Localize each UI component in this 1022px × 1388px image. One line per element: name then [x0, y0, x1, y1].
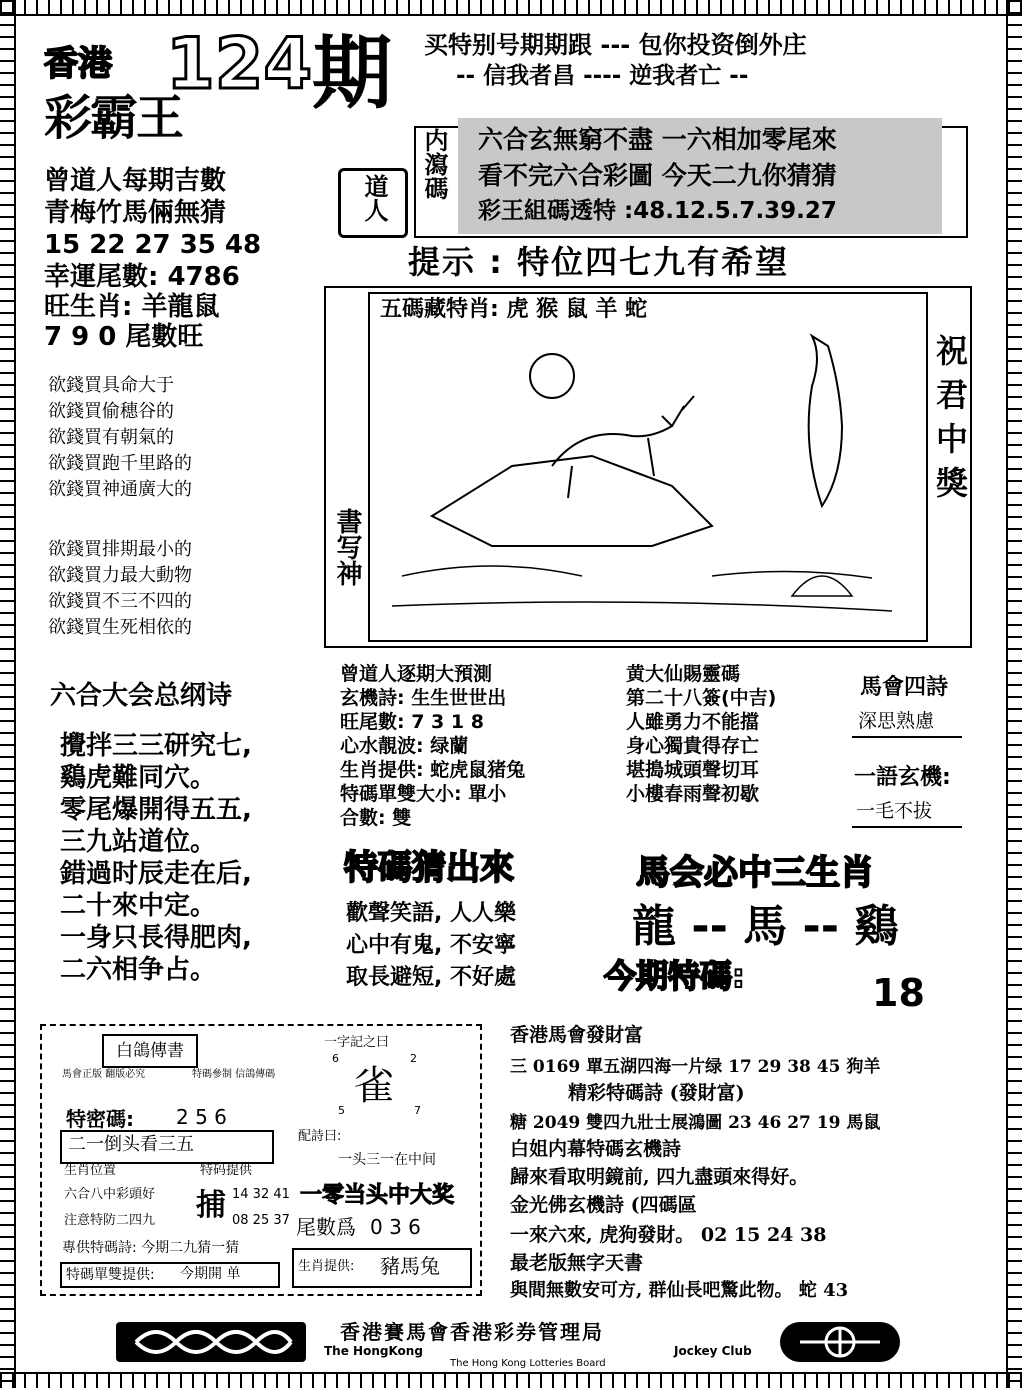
char-n5: 5 — [338, 1104, 345, 1117]
huang-line-5: 堪搗城頭聲切耳 — [626, 759, 760, 781]
riddle-a-5: 欲錢買神通廣大的 — [48, 479, 192, 500]
brand-name: 彩霸王 — [44, 90, 183, 146]
pigeon-secret-value: 2 5 6 — [176, 1105, 227, 1129]
picture-left-vertical: 書写神 — [332, 508, 362, 586]
poem-line-5: 錯過时辰走在后, — [60, 859, 252, 889]
special-number: 18 — [872, 971, 925, 1015]
riddle-a-4: 欲錢買跑千里路的 — [48, 453, 192, 474]
poem-line-6: 二十來中定。 — [60, 891, 217, 921]
poem-line-4: 三九站道位。 — [60, 827, 217, 857]
prediction-line-1: 曾道人逐期大預測 — [340, 663, 493, 685]
riddle-b-3: 欲錢買不三不四的 — [48, 591, 192, 612]
inner-label: 内瀉碼 — [420, 128, 448, 200]
horse-divider-2 — [852, 826, 962, 828]
footer-en-board: The Hong Kong Lotteries Board — [450, 1358, 606, 1369]
slogan-sub: -- 信我者昌 ---- 逆我者亡 -- — [456, 63, 749, 89]
fortune-line-9: 最老版無字天書 — [510, 1252, 644, 1274]
picture-caption: 五碼藏特肖: 虎 猴 鼠 羊 蛇 — [380, 297, 648, 322]
prediction-line-6: 特碼單雙大小: 單小 — [340, 783, 507, 805]
top-border — [0, 0, 1022, 16]
fortune-line-10: 與間無數安可方, 群仙長吧驚此物。 蛇 43 — [510, 1280, 849, 1301]
brand-hk: 香港 — [44, 44, 112, 84]
one-word-title: 一語玄機: — [854, 765, 951, 790]
deer-illustration — [372, 326, 920, 634]
char-poem-text: 一头三一在中间 — [338, 1152, 436, 1168]
left-zodiac: 旺生肖: 羊龍鼠 — [44, 292, 220, 322]
fortune-line-8: 一來六來, 虎狗發財。 02 15 24 38 — [510, 1224, 827, 1246]
inner-line-2: 看不完六合彩圖 今天二九你猜猜 — [478, 161, 837, 190]
huang-line-1: 黄大仙賜靈碼 — [626, 663, 741, 685]
char-title: 一字記之曰 — [324, 1035, 390, 1050]
picture-right-vertical: 祝君中獎 — [931, 334, 969, 510]
inner-line-1: 六合玄無窮不盡 一六相加零尾來 — [478, 125, 837, 154]
fortune-line-6: 歸來看取明鏡前, 四九盡頭來得好。 — [510, 1166, 809, 1188]
left-title-1: 曾道人每期吉數 — [44, 166, 227, 196]
huang-line-6: 小樓春雨聲初歇 — [626, 783, 760, 805]
left-title-2: 青梅竹馬倆無猜 — [44, 198, 227, 228]
poem-title: 六合大会总纲诗 — [50, 681, 233, 711]
char-value: 雀 — [354, 1063, 394, 1109]
riddle-a-1: 欲錢買具命大于 — [48, 375, 174, 396]
char-tail-label: 尾數爲 — [296, 1215, 356, 1239]
prediction-line-5: 生肖提供: 蛇虎鼠猪兔 — [340, 759, 526, 781]
pigeon-nums-row2: 08 25 37 — [232, 1213, 290, 1228]
hkjc-logo-left — [116, 1322, 306, 1362]
slogan-top: 买特别号期期跟 --- 包你投资倒外庄 — [424, 31, 807, 59]
hkjc-logo-right — [780, 1322, 900, 1362]
char-n2: 2 — [410, 1052, 417, 1065]
pigeon-six-eight: 六合八中彩頭好 — [64, 1187, 156, 1202]
fortune-line-3: 精彩特碼詩 (發財富) — [568, 1082, 745, 1104]
pigeon-special-supply: 特码提供 — [200, 1163, 253, 1178]
issue-suffix: 期 — [312, 27, 392, 120]
horse-divider-1 — [852, 736, 962, 738]
pigeon-poem-line: 專供特碼詩: 今期二九猜一猜 — [62, 1240, 240, 1256]
left-lucky-tail: 幸運尾數: 4786 — [44, 262, 240, 292]
riddle-b-1: 欲錢買排期最小的 — [48, 539, 192, 560]
emblem-logo — [780, 1322, 900, 1362]
char-n7: 7 — [414, 1104, 421, 1117]
left-tail-hot: 7 9 0 尾數旺 — [44, 322, 204, 352]
riddle-b-2: 欲錢買力最大動物 — [48, 565, 192, 586]
char-poem-label: 配詩曰: — [298, 1129, 342, 1144]
pigeon-note-left: 馬會正版 翻版必究 — [62, 1069, 146, 1080]
issue-number: 124 — [166, 23, 313, 105]
fortune-line-1: 香港馬會發財富 — [510, 1024, 644, 1046]
right-border — [1006, 0, 1022, 1388]
riddle-b-4: 欲錢買生死相依的 — [48, 617, 192, 638]
pigeon-title: 白鴿傳書 — [102, 1034, 198, 1068]
poem-line-7: 一身只長得肥肉, — [60, 923, 252, 953]
footer-en-right: Jockey Club — [674, 1344, 752, 1358]
hint: 提示 : 特位四七九有希望 — [408, 243, 790, 281]
poem-line-8: 二六相争占。 — [60, 955, 217, 985]
bottom-border — [0, 1372, 1022, 1388]
riddle-a-2: 欲錢買偷穗谷的 — [48, 401, 174, 422]
riddle-a-3: 欲錢買有朝氣的 — [48, 427, 174, 448]
fortune-line-5: 白姐内幕特碼玄機詩 — [510, 1138, 682, 1160]
pigeon-secret-label: 特密碼: — [66, 1107, 134, 1131]
pigeon-odd-even-value: 今期開 单 — [180, 1266, 241, 1282]
three-zodiac-title: 馬会必中三生肖 — [636, 853, 874, 893]
pigeon-defend: 注意特防二四九 — [64, 1213, 156, 1228]
seal-text: 道人 — [360, 174, 388, 222]
char-zodiac-label: 生肖提供: — [298, 1259, 355, 1274]
knot-logo — [116, 1322, 306, 1362]
fortune-line-2: 三 0169 單五湖四海一片绿 17 29 38 45 狗羊 — [510, 1057, 881, 1077]
inner-line-3: 彩王組碼透特 :48.12.5.7.39.27 — [478, 198, 837, 224]
char-zodiac-value: 豬馬兔 — [380, 1254, 440, 1278]
prediction-line-7: 合數: 雙 — [340, 807, 412, 829]
pigeon-odd-even-label: 特碼單雙提供: — [60, 1262, 280, 1288]
idiom-3: 取長避短, 不好處 — [346, 965, 517, 990]
char-tail-value: 0 3 6 — [370, 1215, 421, 1239]
footer-title: 香港賽馬會香港彩券管理局 — [340, 1320, 604, 1344]
char-n6: 6 — [332, 1052, 339, 1065]
horse-phrase: 深思熟慮 — [858, 710, 935, 732]
poem-line-1: 攪拌三三研究七, — [60, 731, 252, 761]
idiom-1: 歡聲笑語, 人人樂 — [346, 901, 517, 926]
huang-line-4: 身心獨貴得存亡 — [626, 735, 760, 757]
idiom-2: 心中有鬼, 不安寧 — [346, 933, 517, 958]
left-numbers: 15 22 27 35 48 — [44, 230, 262, 260]
huang-line-2: 第二十八簽(中吉) — [626, 687, 777, 709]
three-zodiac-value: 龍 -- 馬 -- 鷄 — [632, 901, 899, 952]
left-border — [0, 0, 16, 1388]
char-bigwin: 一零当头中大奖 — [300, 1183, 455, 1208]
poem-line-2: 鷄虎難同穴。 — [60, 763, 217, 793]
prediction-line-3: 旺尾數: 7 3 1 8 — [340, 711, 484, 733]
special-number-label: 今期特碼: — [604, 957, 745, 995]
huang-line-3: 人雖勇力不能擋 — [626, 711, 760, 733]
pigeon-note-right: 特碼參制 信鴿傳碼 — [192, 1069, 276, 1080]
pigeon-zodiac-position: 生肖位置 — [64, 1163, 117, 1178]
fortune-line-7: 金光佛玄機詩 (四碼區 — [510, 1194, 697, 1216]
special-title: 特碼猜出來 — [344, 848, 514, 888]
horse-title: 馬會四詩 — [860, 675, 949, 700]
pigeon-nums-row1: 14 32 41 — [232, 1187, 290, 1202]
prediction-line-2: 玄機詩: 生生世世出 — [340, 687, 507, 709]
one-word: 一毛不拔 — [856, 800, 933, 822]
prediction-line-4: 心水靚波: 绿蘭 — [340, 735, 469, 757]
footer-en-left: The HongKong — [324, 1344, 423, 1358]
fortune-line-4: 糖 2049 雙四九壯士展鴻圖 23 46 27 19 馬鼠 — [510, 1113, 881, 1133]
pigeon-line-a: 二一倒头看三五 — [68, 1134, 194, 1155]
pigeon-capture: 捕 — [196, 1188, 226, 1223]
poem-line-3: 零尾爆開得五五, — [60, 795, 252, 825]
